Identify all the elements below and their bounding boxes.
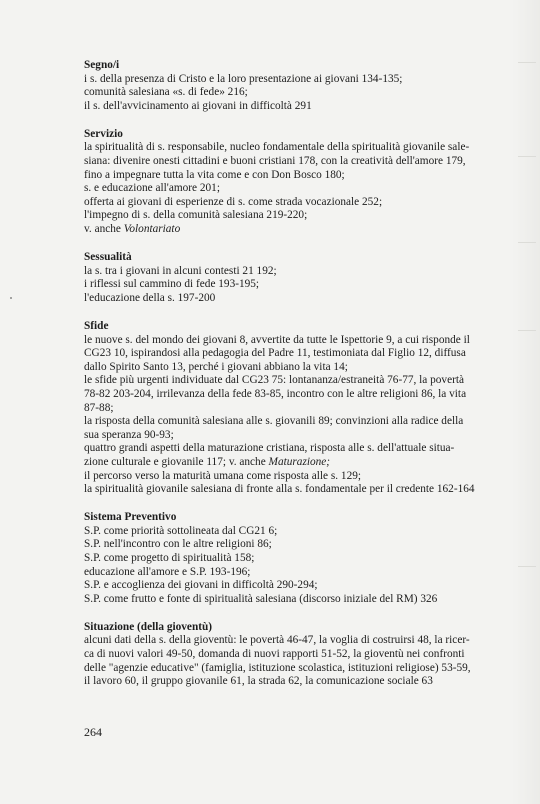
page-number: 264 [84, 725, 102, 739]
bleed-mark [518, 156, 536, 157]
entry-line: siana: divenire onesti cittadini e buoni cristiani 178, con la creatività dell'amore 179, [84, 155, 466, 168]
entry-line: l'impegno di s. della comunità salesiana 219-220; [84, 209, 308, 222]
entry-line: la risposta della comunità salesiana alle s. giovanili 89; convinzioni alla radice della [84, 415, 464, 428]
entry-line: fino a impegnare tutta la vita come e con Don Bosco 180; [84, 168, 345, 181]
cross-reference-prefix: v. anche [84, 223, 124, 236]
index-entry-sistema-preventivo [84, 511, 516, 606]
entry-line: ca di nuovi valori 49-50, domanda di nuovi rapporti 51-52, la gioventù nei confronti [84, 648, 465, 661]
entry-line: il percorso verso la maturità umana come risposta alle s. 129; [84, 469, 362, 482]
cross-reference [84, 223, 516, 237]
entry-heading: Situazione (della gioventù) [84, 620, 213, 633]
index-entry-sessualita [84, 251, 516, 305]
entry-line: dallo Spirito Santo 13, perché i giovani abbiano la vita 14; [84, 360, 348, 373]
entry-line: s. e educazione all'amore 201; [84, 182, 220, 195]
bleed-mark [518, 242, 536, 243]
entry-line: i s. della presenza di Cristo e la loro presentazione ai giovani 134-135; [84, 72, 403, 85]
facing-page-bleed [512, 0, 540, 804]
index-entry-sfide [84, 320, 516, 497]
cross-reference [84, 456, 516, 470]
entry-line: offerta ai giovani di esperienze di s. come strada vocazionale 252; [84, 195, 383, 208]
scan-speck [10, 297, 12, 299]
bleed-mark [518, 62, 536, 63]
entry-line: 87-88; [84, 401, 114, 414]
entry-line: CG23 10, ispirandosi alla pedagogia del Padre 11, testimoniata dal Figlio 12, diffusa [84, 347, 466, 360]
cross-reference-target: Maturazione; [268, 455, 331, 468]
entry-line: delle "agenzie educative" (famiglia, istituzione scolastica, istituzioni religiose) 53-59, [84, 661, 471, 674]
entry-line: la s. tra i giovani in alcuni contesti 21 192; [84, 264, 277, 277]
bleed-mark [518, 330, 536, 331]
entry-line: i riflessi sul cammino di fede 193-195; [84, 278, 260, 291]
entry-heading: Segno/i [84, 59, 120, 71]
entry-line: il s. dell'avvicinamento ai giovani in difficoltà 291 [84, 99, 312, 112]
entry-line: S.P. nell'incontro con le altre religioni 86; [84, 538, 272, 551]
bleed-mark [518, 566, 536, 567]
entry-line: educazione all'amore e S.P. 193-196; [84, 565, 251, 578]
entry-line: S.P. come frutto e fonte di spiritualità salesiana (discorso iniziale del RM) 326 [84, 592, 438, 605]
cross-reference-prefix: zione culturale e giovanile 117; v. anche [84, 455, 269, 468]
cross-reference-target: Volontariato [123, 223, 181, 236]
entry-line: alcuni dati della s. della gioventù: le povertà 46-47, la voglia di costruirsi 48, la ricer- [84, 634, 470, 647]
entry-line: S.P. e accoglienza dei giovani in difficoltà 290-294; [84, 579, 318, 592]
entry-line: le sfide più urgenti individuate dal CG23 75: lontananza/estraneità 76-77, la povertà [84, 374, 465, 387]
entry-line: il lavoro 60, il gruppo giovanile 61, la strada 62, la comunicazione sociale 63 [84, 675, 433, 688]
entry-line: sua speranza 90-93; [84, 428, 174, 441]
entry-line: S.P. come progetto di spiritualità 158; [84, 552, 255, 564]
entry-line: la spiritualità di s. responsabile, nucleo fondamentale della spiritualità giovanile sale- [84, 141, 470, 154]
index-entry-servizio [84, 128, 516, 237]
entry-heading: Sfide [84, 320, 109, 332]
entry-line: comunità salesiana «s. di fede» 216; [84, 86, 248, 99]
entry-heading: Sistema Preventivo [84, 511, 177, 524]
index-entry-segno [84, 59, 516, 113]
index-content [84, 59, 516, 703]
entry-line: le nuove s. del mondo dei giovani 8, avvertite da tutte le Ispettorie 9, a cui risponde il [84, 333, 470, 346]
entry-line: 78-82 203-204, irrilevanza della fede 83-85, incontro con le altre religioni 86, la vita [84, 387, 467, 400]
index-entry-situazione [84, 621, 516, 689]
entry-heading: Servizio [84, 127, 123, 140]
entry-line: S.P. come priorità sottolineata dal CG21 6; [84, 524, 278, 537]
entry-line: l'educazione della s. 197-200 [84, 291, 216, 304]
entry-heading: Sessualità [84, 251, 132, 264]
entry-line: quattro grandi aspetti della maturazione cristiana, risposta alle s. dell'attuale situa- [84, 442, 455, 455]
entry-line: la spiritualità giovanile salesiana di fronte alla s. fondamentale per il credente 162-164 [84, 483, 475, 496]
